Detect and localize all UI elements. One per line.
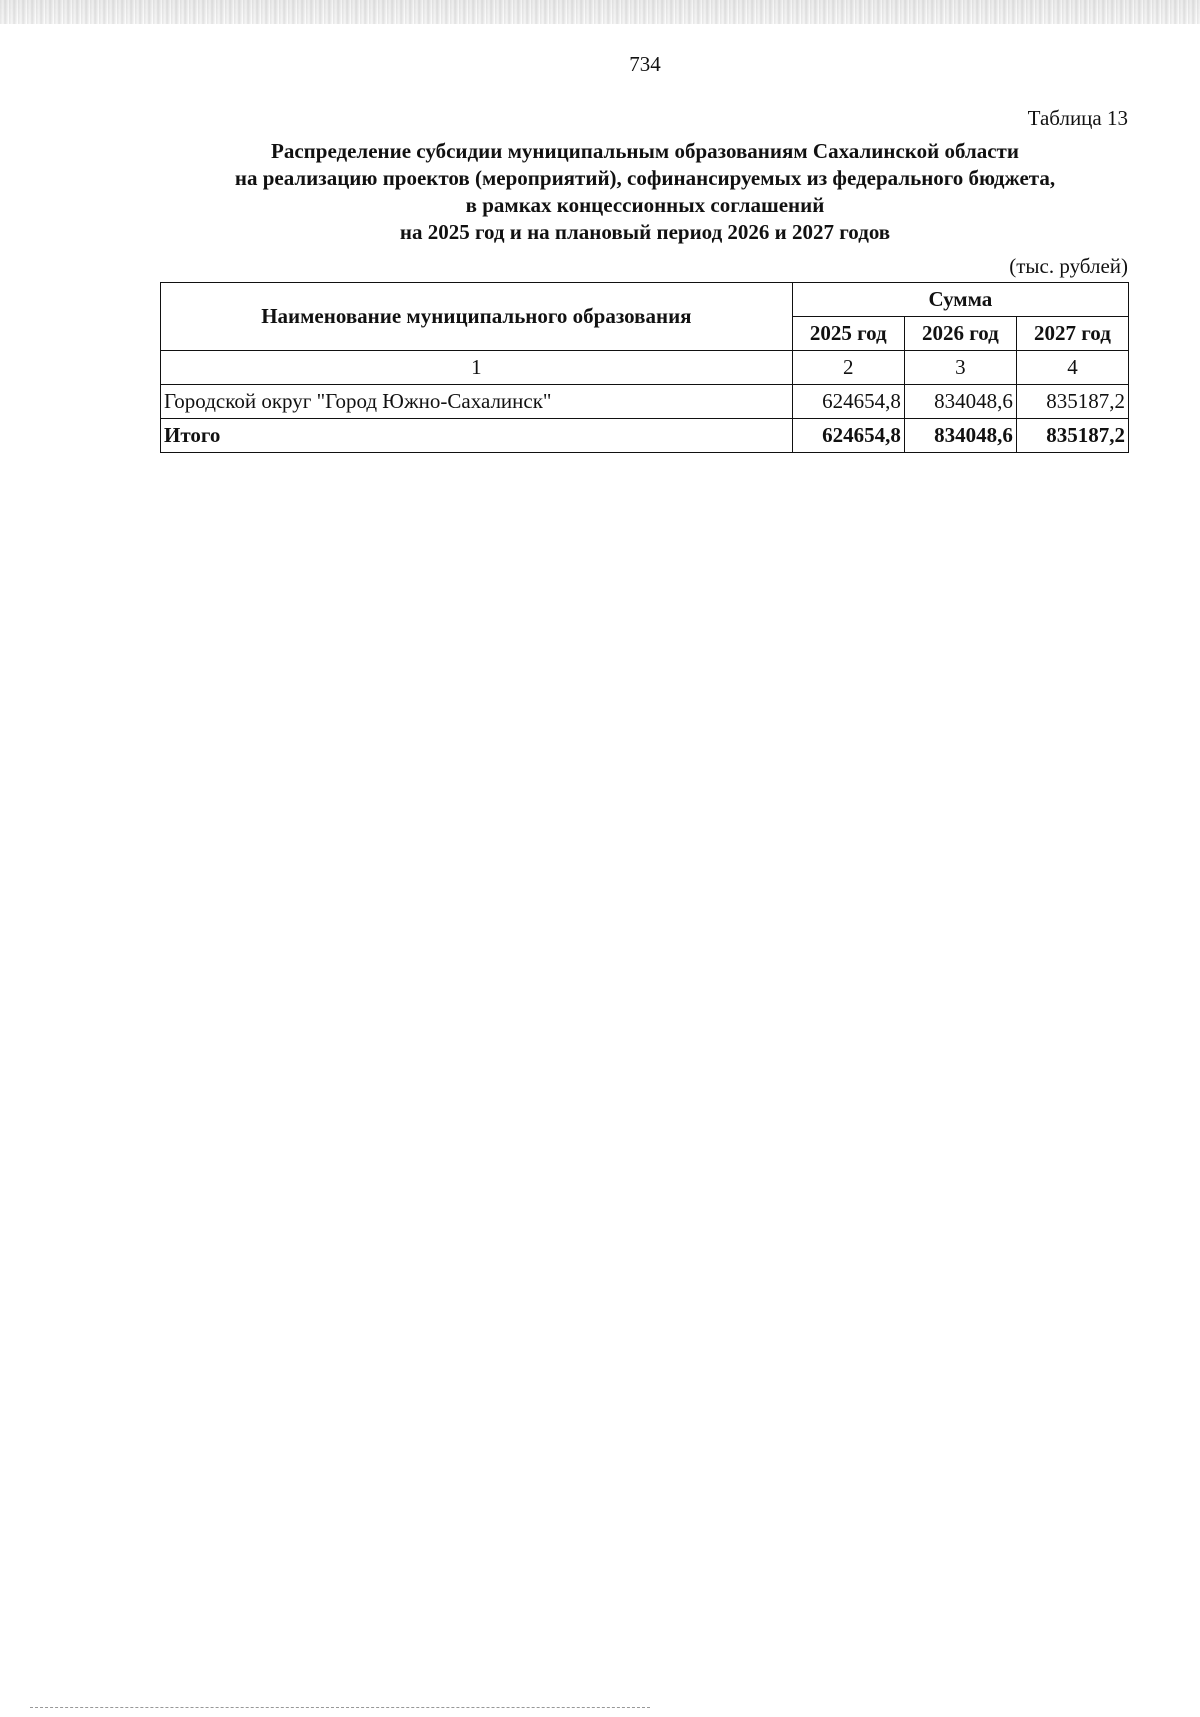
table-row — [161, 385, 1129, 419]
header-year: 2026 год — [904, 317, 1016, 351]
document-title — [160, 138, 1130, 246]
total-label: Итого — [161, 419, 793, 453]
column-number: 1 — [161, 351, 793, 385]
column-number: 4 — [1016, 351, 1128, 385]
column-numbers-row — [161, 351, 1129, 385]
total-2025: 624654,8 — [792, 419, 904, 453]
title-line: на реализацию проектов (мероприятий), софинансируемых из федерального бюджета, — [234, 166, 1056, 190]
header-year: 2025 год — [792, 317, 904, 351]
column-number: 3 — [904, 351, 1016, 385]
value-2027: 835187,2 — [1016, 385, 1128, 419]
header-row — [161, 283, 1129, 317]
title-line: в рамках концессионных соглашений — [465, 193, 825, 217]
total-row — [161, 419, 1129, 453]
header-sum: Сумма — [792, 283, 1128, 317]
units-label: (тыс. рублей) — [1009, 254, 1128, 278]
total-2026: 834048,6 — [904, 419, 1016, 453]
header-year: 2027 год — [1016, 317, 1128, 351]
total-2027: 835187,2 — [1016, 419, 1128, 453]
municipality-name: Городской округ "Город Южно-Сахалинск" — [161, 385, 793, 419]
header-name: Наименование муниципального образования — [161, 283, 793, 351]
column-number: 2 — [792, 351, 904, 385]
table-label: Таблица 13 — [1027, 106, 1128, 130]
scan-noise — [0, 0, 1200, 24]
subsidy-table — [160, 282, 1129, 453]
title-line: на 2025 год и на плановый период 2026 и 2027 годов — [399, 220, 891, 244]
page-number: 734 — [629, 52, 661, 76]
bottom-rule — [30, 1707, 650, 1708]
title-line: Распределение субсидии муниципальным образованиям Сахалинской области — [271, 139, 1019, 163]
value-2026: 834048,6 — [904, 385, 1016, 419]
value-2025: 624654,8 — [792, 385, 904, 419]
